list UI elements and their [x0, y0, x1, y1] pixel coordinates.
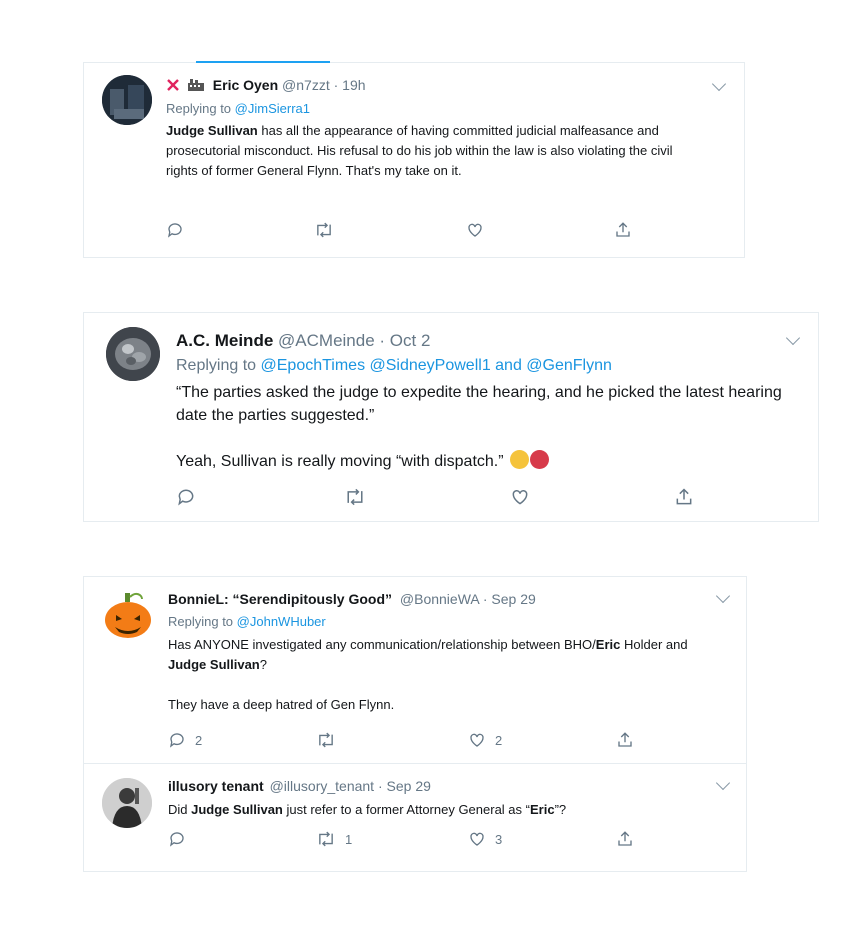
- reply-icon: [166, 221, 184, 239]
- tweet-text: [168, 635, 688, 715]
- timestamp[interactable]: · Oct 2: [379, 331, 431, 350]
- heart-icon: [510, 487, 530, 507]
- tweet-actions: [166, 221, 726, 243]
- avatar[interactable]: [106, 327, 160, 381]
- avatar-photo-icon: [106, 327, 160, 381]
- tweet[interactable]: [84, 577, 746, 763]
- share-icon: [614, 221, 632, 239]
- tweet-card: [83, 62, 745, 258]
- retweet-button[interactable]: [314, 221, 343, 239]
- tweet-text-content: just refer to a former Attorney General as “: [282, 802, 530, 817]
- retweet-icon: [316, 731, 336, 749]
- tweet-header: [168, 591, 536, 607]
- user-handle[interactable]: @n7zzt: [282, 77, 330, 93]
- replying-to: [168, 614, 326, 629]
- display-name[interactable]: A.C. Meinde: [176, 331, 274, 350]
- tweet-text-content: Holder and: [620, 637, 688, 652]
- tweet[interactable]: [84, 63, 744, 259]
- retweet-button[interactable]: [344, 487, 375, 507]
- tweet-text-content: They have a deep hatred of Gen Flynn.: [168, 697, 395, 712]
- heart-icon: [468, 731, 486, 749]
- replying-to: [166, 101, 310, 116]
- chevron-down-icon[interactable]: [716, 776, 730, 790]
- highlight-term: Eric: [595, 637, 621, 652]
- tweet-text-content: “The parties asked the judge to expedite the hearing, and he picked the latest hearing date the parties suggested.”: [176, 384, 782, 424]
- reply-icon: [168, 830, 186, 848]
- retweet-button[interactable]: [316, 731, 345, 749]
- building-icon: [187, 78, 205, 92]
- avatar[interactable]: [102, 75, 152, 125]
- tweet-header: [166, 77, 366, 93]
- tweet-header: [176, 331, 430, 351]
- timestamp[interactable]: · 19h: [333, 77, 366, 93]
- highlight-term: Judge Sullivan: [166, 123, 258, 138]
- tweet-text-content: Yeah, Sullivan is really moving “with dispatch.”: [176, 453, 504, 470]
- chevron-down-icon[interactable]: [786, 331, 800, 345]
- tweet-actions: [168, 830, 728, 852]
- replying-label: Replying to: [166, 101, 232, 116]
- share-button[interactable]: [616, 830, 634, 848]
- share-icon: [616, 731, 634, 749]
- like-count: 3: [495, 831, 503, 847]
- like-button[interactable]: [468, 830, 502, 848]
- eye-roll-emoji-icon: [510, 450, 529, 469]
- like-count: 2: [495, 732, 503, 748]
- retweet-icon: [344, 487, 366, 507]
- retweet-count: 1: [345, 831, 353, 847]
- mention-link[interactable]: @EpochTimes @SidneyPowell1 and @GenFlynn: [260, 357, 612, 374]
- tweet-header: [168, 778, 431, 794]
- tweet-card: [83, 576, 747, 872]
- chevron-down-icon[interactable]: [716, 589, 730, 603]
- tweet[interactable]: [84, 764, 746, 872]
- reply-button[interactable]: [168, 830, 195, 848]
- tweet[interactable]: [84, 313, 818, 523]
- mention-link[interactable]: @JimSierra1: [234, 101, 310, 116]
- retweet-icon: [314, 221, 334, 239]
- reply-button[interactable]: [168, 731, 202, 749]
- display-name[interactable]: illusory tenant: [168, 778, 264, 794]
- timestamp[interactable]: · Sep 29: [482, 591, 536, 607]
- tweet-text-line: [176, 450, 796, 473]
- replying-to: [176, 357, 612, 375]
- tweet-card: [83, 312, 819, 522]
- like-button[interactable]: [466, 221, 493, 239]
- tweet-text-line: [168, 635, 688, 675]
- replying-label: Replying to: [176, 357, 257, 374]
- share-button[interactable]: [616, 731, 634, 749]
- highlight-term: Judge Sullivan: [168, 657, 260, 672]
- highlight-term: Judge Sullivan: [191, 802, 283, 817]
- mention-link[interactable]: @JohnWHuber: [236, 614, 326, 629]
- display-name[interactable]: Eric Oyen: [212, 77, 279, 93]
- tweet-text-content: ?: [259, 657, 267, 672]
- share-button[interactable]: [674, 487, 694, 507]
- share-icon: [674, 487, 694, 507]
- tweet-actions: [176, 487, 796, 509]
- highlight-term: Eric: [529, 802, 555, 817]
- user-handle[interactable]: @illusory_tenant: [269, 778, 375, 794]
- avatar[interactable]: [102, 778, 152, 828]
- tweet-text-content: Has ANYONE investigated any communication/relationship between BHO/: [168, 637, 596, 652]
- avatar-photo-icon: [102, 75, 152, 125]
- user-handle[interactable]: @BonnieWA: [399, 591, 479, 607]
- reply-button[interactable]: [176, 487, 205, 507]
- tweet-text: [166, 121, 706, 181]
- display-name[interactable]: BonnieL: “Serendipitously Good”: [168, 591, 392, 607]
- user-handle[interactable]: @ACMeinde: [278, 331, 375, 350]
- tweet-text-content: ”?: [554, 802, 567, 817]
- like-button[interactable]: [468, 731, 502, 749]
- tweet-text: [176, 381, 796, 473]
- avatar[interactable]: [102, 589, 154, 641]
- heart-icon: [468, 830, 486, 848]
- tweet-actions: [168, 731, 728, 753]
- like-button[interactable]: [510, 487, 539, 507]
- tweet-text: [168, 800, 728, 820]
- pumpkin-avatar-icon: [102, 589, 154, 641]
- share-icon: [616, 830, 634, 848]
- retweet-icon: [316, 830, 336, 848]
- tweet-text-content: has all the appearance of having committed judicial malfeasance and prosecutorial misconduct. His refusal to do his job within the law is also violating the civil rights of former General Flynn. That's my take on it.: [166, 123, 673, 178]
- reply-icon: [176, 487, 196, 507]
- retweet-button[interactable]: [316, 830, 352, 848]
- reply-icon: [168, 731, 186, 749]
- replying-label: Replying to: [168, 614, 234, 629]
- avatar-photo-icon: [102, 778, 152, 828]
- reply-button[interactable]: [166, 221, 193, 239]
- heart-icon: [466, 221, 484, 239]
- chevron-down-icon[interactable]: [712, 77, 726, 91]
- red-x-icon: [166, 78, 180, 92]
- reply-count: 2: [195, 732, 203, 748]
- share-button[interactable]: [614, 221, 632, 239]
- timestamp[interactable]: · Sep 29: [377, 778, 431, 794]
- tweet-text-content: Did: [168, 802, 192, 817]
- angry-face-emoji-icon: [530, 450, 549, 469]
